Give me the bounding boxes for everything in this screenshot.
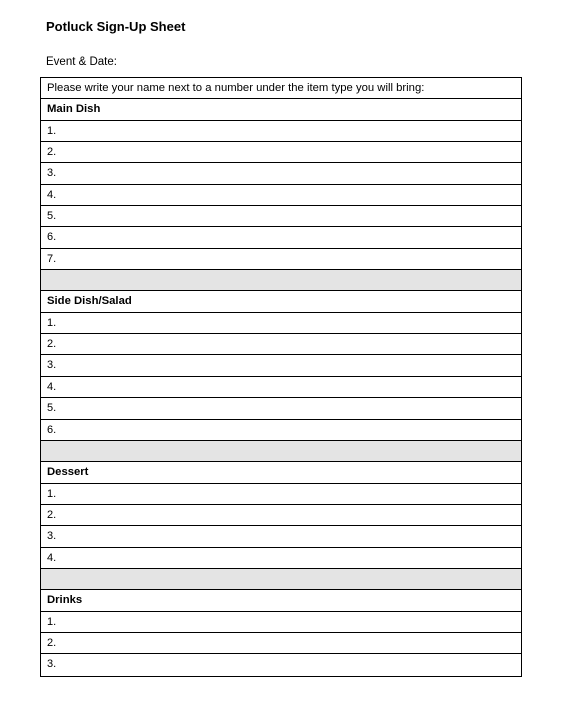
section-header (41, 590, 521, 611)
section-header (41, 99, 521, 120)
entry-number: 3. (47, 530, 57, 543)
entry-number: 1. (47, 487, 57, 500)
signup-entry-row[interactable] (41, 334, 521, 355)
entry-number: 3. (47, 658, 57, 671)
entry-number: 4. (47, 380, 57, 393)
signup-entry-row[interactable] (41, 121, 521, 142)
signup-entry-row[interactable] (41, 484, 521, 505)
entry-number: 3. (47, 167, 57, 180)
entry-number: 4. (47, 188, 57, 201)
signup-entry-row[interactable] (41, 612, 521, 633)
signup-entry-row[interactable] (41, 163, 521, 184)
section-header-label: Dessert (47, 466, 89, 479)
signup-entry-row[interactable] (41, 505, 521, 526)
section-spacer-row (41, 569, 521, 590)
entry-number: 6. (47, 231, 57, 244)
entry-number: 4. (47, 551, 57, 564)
instructions-text: Please write your name next to a number under the item type you will bring: (47, 82, 425, 94)
section-header (41, 462, 521, 483)
document-title: Potluck Sign-Up Sheet (46, 19, 186, 34)
section-spacer-row (41, 441, 521, 462)
signup-entry-row[interactable] (41, 313, 521, 334)
event-date-label: Event & Date: (46, 56, 117, 68)
signup-entry-row[interactable] (41, 420, 521, 441)
signup-entry-row[interactable] (41, 227, 521, 248)
section-spacer-row (41, 270, 521, 291)
signup-entry-row[interactable] (41, 249, 521, 270)
section-header-label: Side Dish/Salad (47, 295, 132, 308)
section-header (41, 291, 521, 312)
entry-number: 3. (47, 359, 57, 372)
entry-number: 1. (47, 124, 57, 137)
entry-number: 2. (47, 636, 57, 649)
signup-entry-row[interactable] (41, 185, 521, 206)
entry-number: 5. (47, 210, 57, 223)
entry-number: 1. (47, 615, 57, 628)
signup-entry-row[interactable] (41, 142, 521, 163)
signup-entry-row[interactable] (41, 377, 521, 398)
entry-number: 2. (47, 508, 57, 521)
entry-number: 2. (47, 146, 57, 159)
signup-table (40, 77, 522, 677)
section-header-label: Main Dish (47, 103, 101, 116)
entry-number: 2. (47, 338, 57, 351)
entry-number: 5. (47, 402, 57, 415)
signup-entry-row[interactable] (41, 548, 521, 569)
section-header-label: Drinks (47, 594, 83, 607)
instructions-row (41, 78, 521, 99)
signup-entry-row[interactable] (41, 398, 521, 419)
signup-entry-row[interactable] (41, 654, 521, 675)
entry-number: 6. (47, 423, 57, 436)
entry-number: 1. (47, 316, 57, 329)
signup-entry-row[interactable] (41, 526, 521, 547)
signup-entry-row[interactable] (41, 633, 521, 654)
entry-number: 7. (47, 252, 57, 265)
signup-entry-row[interactable] (41, 355, 521, 376)
signup-entry-row[interactable] (41, 206, 521, 227)
